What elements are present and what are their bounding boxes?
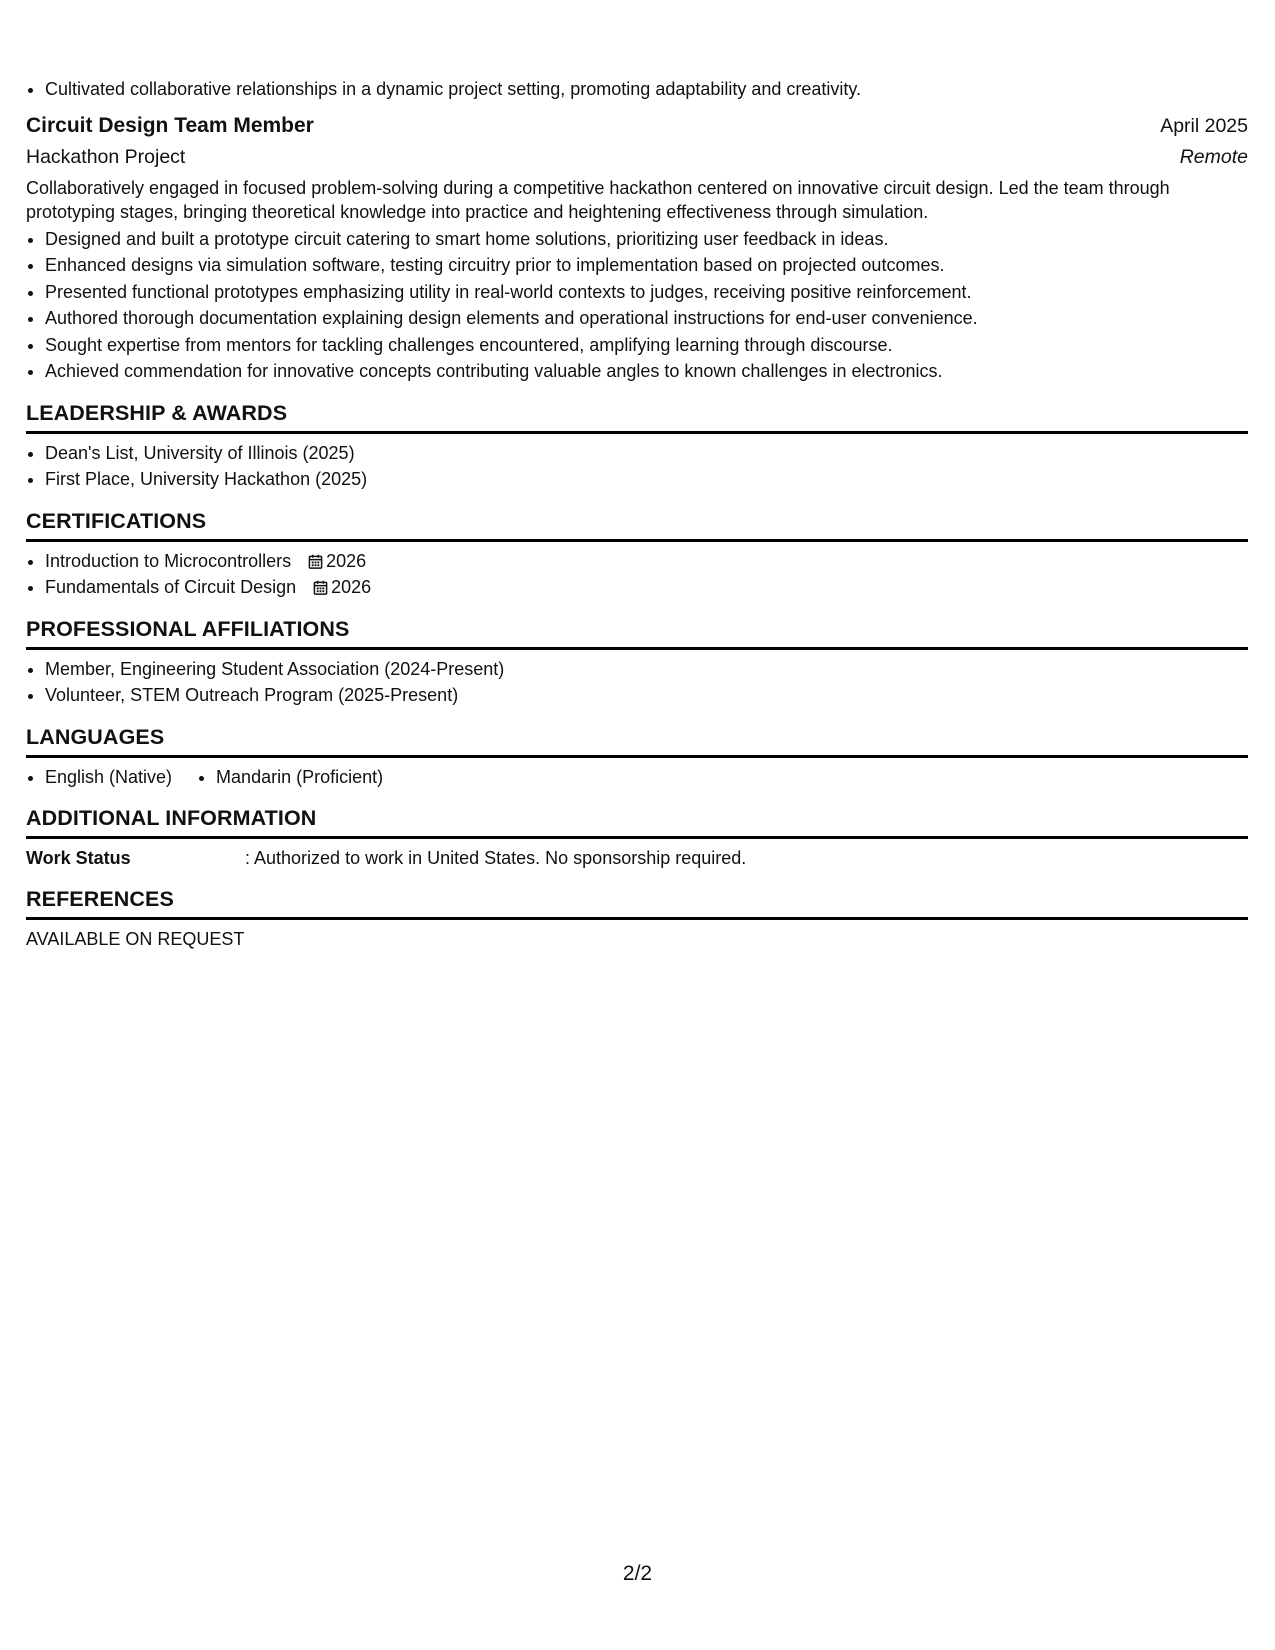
section-title: ADDITIONAL INFORMATION	[26, 804, 1248, 839]
certification-year: 2026	[326, 550, 367, 571]
certification-name: Fundamentals of Circuit Design	[45, 577, 297, 597]
list-item: • Authored thorough documentation explaining design elements and operational instructions for end-user convenience.	[45, 305, 1248, 332]
section-title: LEADERSHIP & AWARDS	[26, 399, 1248, 434]
page-number: 2/2	[622, 1562, 653, 1585]
job-header	[26, 112, 1248, 140]
list-item: • English (Native)	[45, 764, 172, 791]
job-summary: Collaboratively engaged in focused problem-solving during a competitive hackathon centered on innovative circuit design. Led the team through prototyping stages, bringing theoretical knowledge into practice and heightening effectiveness through simulation.	[26, 177, 1170, 222]
section-title: PROFESSIONAL AFFILIATIONS	[26, 615, 1248, 650]
certification-item	[45, 574, 1248, 601]
references-text: AVAILABLE ON REQUEST	[26, 929, 245, 949]
additional-info-section	[26, 804, 1248, 871]
experience-bullet-list	[26, 76, 1248, 103]
affiliations-list	[26, 656, 1248, 709]
languages-list	[26, 764, 1248, 791]
list-item: • Mandarin (Proficient)	[216, 764, 383, 791]
job-date: April 2025	[1160, 114, 1248, 137]
section-title: REFERENCES	[26, 885, 1248, 920]
resume-page	[26, 76, 1248, 952]
calendar-icon	[313, 580, 328, 595]
work-status-label: Work Status	[26, 848, 131, 868]
certification-item	[45, 548, 1248, 575]
list-item: • Dean's List, University of Illinois (2025)	[45, 440, 1248, 467]
job-entry	[26, 112, 1248, 385]
job-organization: Hackathon Project	[26, 145, 186, 168]
section-title: LANGUAGES	[26, 723, 1248, 758]
list-item: • Enhanced designs via simulation software, testing circuitry prior to implementation based on projected outcomes.	[45, 252, 1248, 279]
job-title: Circuit Design Team Member	[26, 113, 314, 137]
affiliations-section	[26, 615, 1248, 709]
job-bullet-list	[26, 226, 1248, 385]
certification-name: Introduction to Microcontrollers	[45, 550, 292, 571]
leadership-section	[26, 399, 1248, 493]
work-status-row	[26, 845, 1248, 871]
job-subheader	[26, 143, 1248, 171]
calendar-icon	[308, 554, 323, 569]
job-location: Remote	[1179, 145, 1248, 168]
list-item: • Volunteer, STEM Outreach Program (2025-Present)	[45, 682, 1248, 709]
section-title: CERTIFICATIONS	[26, 507, 1248, 542]
leadership-list	[26, 440, 1248, 493]
list-item: • Designed and built a prototype circuit catering to smart home solutions, prioritizing user feedback in ideas.	[45, 226, 1248, 253]
references-section	[26, 885, 1248, 952]
work-status-value: : Authorized to work in United States. No sponsorship required.	[245, 848, 747, 868]
list-item: • Sought expertise from mentors for tackling challenges encountered, amplifying learning through discourse.	[45, 332, 1248, 359]
languages-section	[26, 723, 1248, 791]
list-item: • Cultivated collaborative relationships in a dynamic project setting, promoting adaptability and creativity.	[45, 76, 1248, 103]
list-item: • Member, Engineering Student Association (2024-Present)	[45, 656, 1248, 683]
certifications-section	[26, 507, 1248, 601]
list-item: • Presented functional prototypes emphasizing utility in real-world contexts to judges, receiving positive reinforcement.	[45, 279, 1248, 306]
certification-year: 2026	[331, 577, 372, 597]
certifications-list	[26, 548, 1248, 601]
list-item: • Achieved commendation for innovative concepts contributing valuable angles to known challenges in electronics.	[45, 358, 1248, 385]
list-item: • First Place, University Hackathon (2025)	[45, 466, 1248, 493]
